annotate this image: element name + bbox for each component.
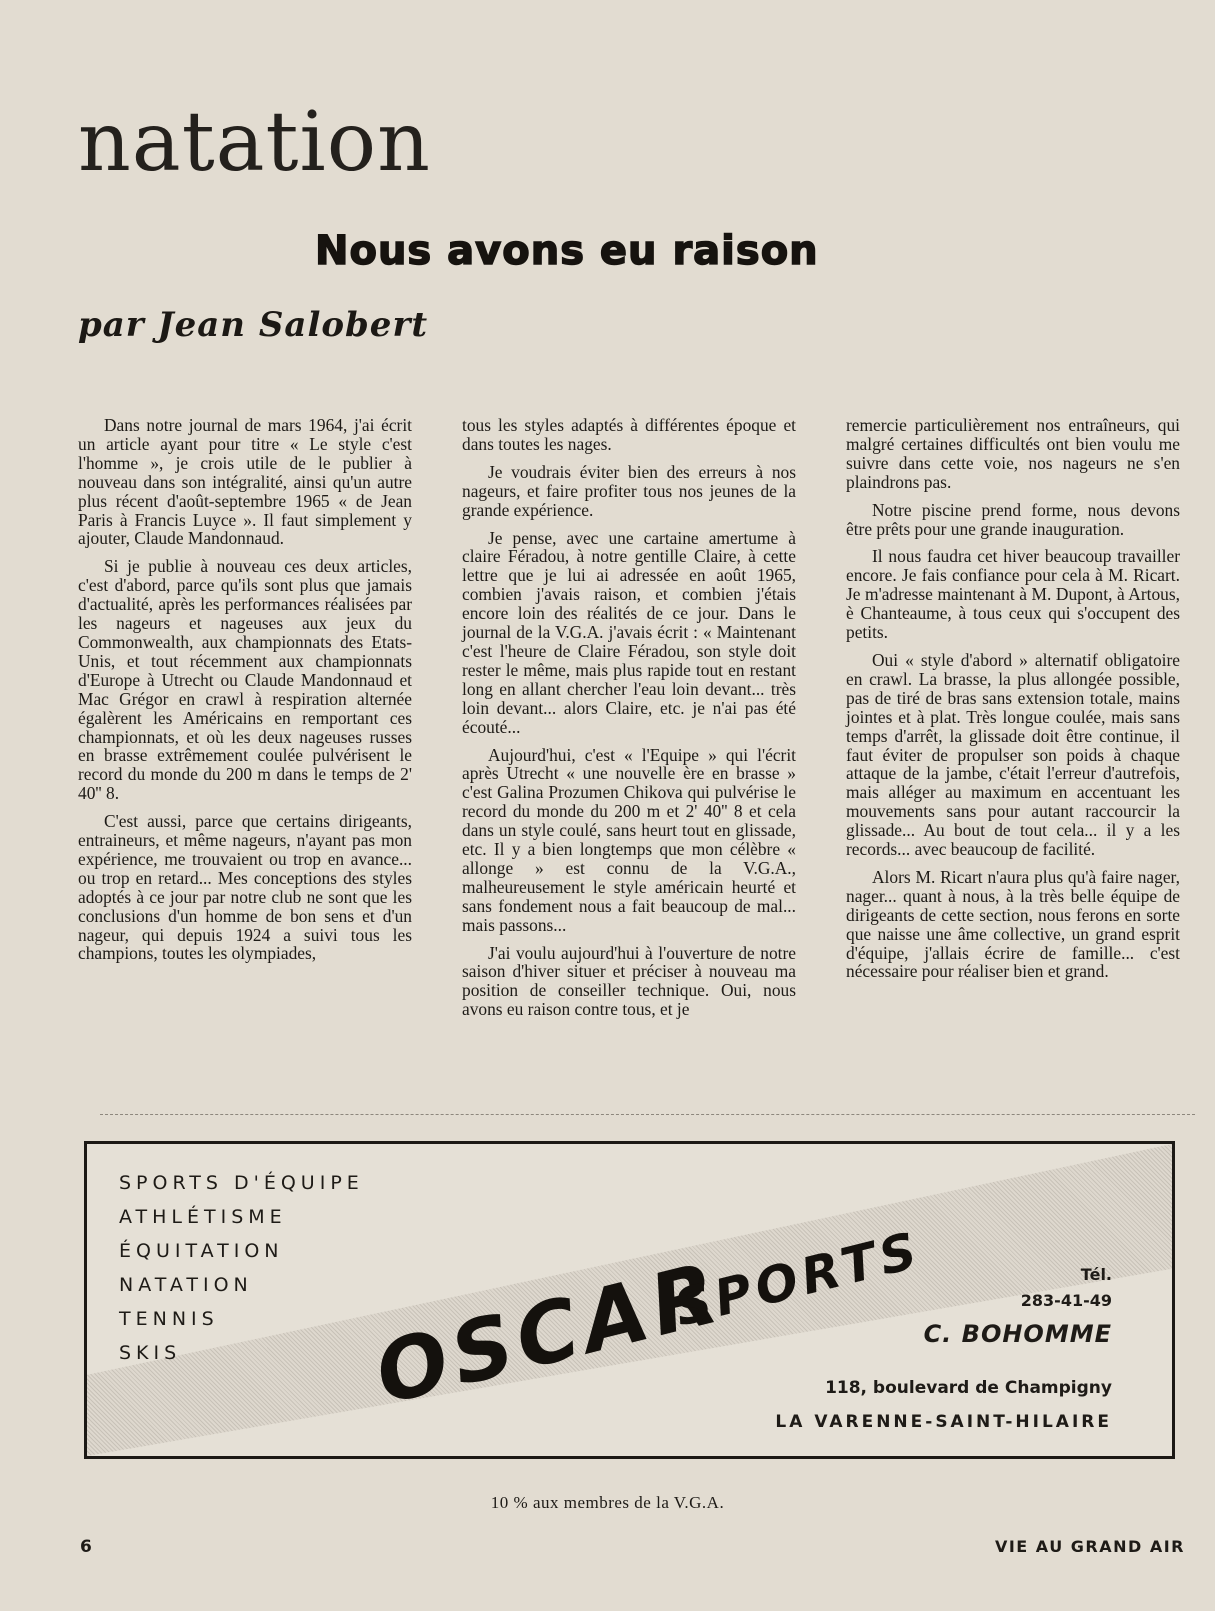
paragraph: Notre piscine prend forme, nous devons être prêts pour une grande inauguration. (846, 499, 1180, 539)
magazine-name: VIE AU GRAND AIR (994, 1537, 1185, 1556)
paragraph: tous les styles adaptés à différentes époque et dans toutes les nages. (462, 415, 796, 454)
paragraph: Si je publie à nouveau ces deux articles, c'est d'abord, parce qu'ils sont plus que jamais d'actualité, après les performances réalisées par les nageurs et nageuses aux jeux du Commonwealth, aux championnats des Etats-Unis, et tout récemment aux championnats d'Europe à Utrecht ou Claude Mandonnaud et Mac Grégor en crawl à respiration alternée égalèrent les Américains en remportant ces championnats, et où les deux nageuses russes en brasse extrêmement coulée pulvérisent le record du monde du 200 m dans le temps de 2' 40'' 8. (78, 556, 412, 804)
ad-brand-main: OSCAR (366, 1242, 733, 1424)
separator-rule (100, 1114, 1195, 1115)
article-column-1 (78, 416, 412, 972)
ad-category: NATATION (119, 1274, 253, 1296)
ad-address: 118, boulevard de Champigny (825, 1378, 1112, 1398)
paragraph: Il nous faudra cet hiver beaucoup travailler encore. Je fais confiance pour cela à M. Ricart. Je m'adresse maintenant à M. Dupont, à Artous, è Chanteaume, à tous ceux qui s'occupent des petits. (846, 546, 1180, 643)
ad-telephone (1021, 1262, 1112, 1314)
ad-category: SPORTS D'ÉQUIPE (119, 1172, 364, 1194)
ad-owner: C. BOHOMME (923, 1320, 1112, 1348)
article-byline: par Jean Salobert (78, 305, 429, 345)
paragraph: Aujourd'hui, c'est « l'Equipe » qui l'écrit après Utrecht « une nouvelle ère en brasse » c'est Galina Prozumen Chikova qui pulvérise le record du monde du 200 m et 2' 40'' 8 et cela dans un style coulé, sans heurt tout en glissade, etc. Il y a bien longtemps que mon célèbre « allonge » est connu de la V.G.A., malheureusement le style américain heurté et sans fondement nous a fait beaucoup de mal... mais passons... (462, 744, 796, 935)
page-number: 6 (80, 1537, 92, 1557)
article-column-3 (846, 416, 1180, 990)
article-headline: Nous avons eu raison (315, 228, 819, 274)
ad-tel-label: Tél. (1080, 1265, 1112, 1284)
paragraph: Alors M. Ricart n'aura plus qu'à faire nager, nager... quant à nous, à la très belle équipe de dirigeants de cette section, nous ferons en sorte que naisse une âme collective, un grand esprit d'équipe, j'allais écrire de famille... c'est nécessaire pour réaliser bien et grand. (846, 866, 1180, 982)
discount-note: 10 % aux membres de la V.G.A. (490, 1493, 725, 1512)
paragraph: Dans notre journal de mars 1964, j'ai écrit un article ayant pour titre « Le style c'est l'homme », je crois utile de le publier à nouveau dans son intégralité, ainsi qu'un autre plus récent d'août-septembre 1965 « de Jean Paris à Francis Luyce ». Il faut simplement y ajouter, Claude Mandonnaud. (78, 415, 412, 549)
ad-category-list (119, 1166, 364, 1370)
paragraph: Oui « style d'abord » alternatif obligatoire en crawl. La brasse, la plus allongée possible, pas de tiré de bras sans extension totale, mains jointes et à plat. Très longue coulée, mais sans temps d'arrêt, la glissade doit être continue, il faut éviter de propulser son poids à chaque attaque de la jambe, c'était l'erreur d'autrefois, mais alléger au maximum en accentuant les mouvements sans pour autant raccourcir la glissade... Au bout de tout cela... il y a les records... avec beaucoup de facilité. (846, 649, 1180, 860)
paragraph: Je voudrais éviter bien des erreurs à nos nageurs, et faire profiter tous nos jeunes de la grande expérience. (462, 461, 796, 520)
ad-category: ÉQUITATION (119, 1240, 284, 1262)
ad-category: ATHLÉTISME (119, 1206, 287, 1228)
article-column-2 (462, 416, 796, 1028)
section-title: natation (78, 95, 431, 190)
ad-brand-logo (365, 1204, 1005, 1444)
ad-tel-number: 283-41-49 (1020, 1291, 1112, 1310)
paragraph: Je pense, avec une cartaine amertume à claire Féradou, à notre gentille Claire, à cette lettre que je lui ai adressée en août 1965, combien j'avais raison, et combien j'étais encore loin des réalités de ce jour. Dans le journal de la V.G.A. j'avais écrit : « Maintenant c'est l'heure de Claire Féradou, son style doit rester le même, mais plus rapide tout en restant long en allant chercher l'eau loin devant... très loin devant... alors Claire, etc. je n'ai pas été écouté... (462, 527, 796, 737)
paragraph: C'est aussi, parce que certains dirigeants, entraineurs, et même nageurs, n'ayant pas mon expérience, me trouvaient ou trop en avance... ou trop en retard... Mes conceptions des styles adoptés à ce jour par notre club ne sont que les conclusions d'un homme de bon sens et d'un nageur, qui depuis 1924 a suivi tous les champions, toutes les olympiades, (78, 811, 412, 964)
ad-category: SKIS (119, 1342, 182, 1364)
ad-city: LA VARENNE-SAINT-HILAIRE (775, 1412, 1112, 1432)
paragraph: J'ai voulu aujourd'hui à l'ouverture de notre saison d'hiver situer et préciser à nouveau ma position de conseiller technique. Oui, nous avons eu raison contre tous, et je (462, 942, 796, 1020)
ad-category: TENNIS (119, 1308, 219, 1330)
paragraph: remercie particulièrement nos entraîneurs, qui malgré certaines difficultés ont bien voulu me suivre dans cette voie, nos nageurs ne s'en plaindrons pas. (846, 415, 1180, 492)
ad-brand-sub: SPORTS (668, 1220, 927, 1338)
advertisement-box (84, 1141, 1175, 1459)
